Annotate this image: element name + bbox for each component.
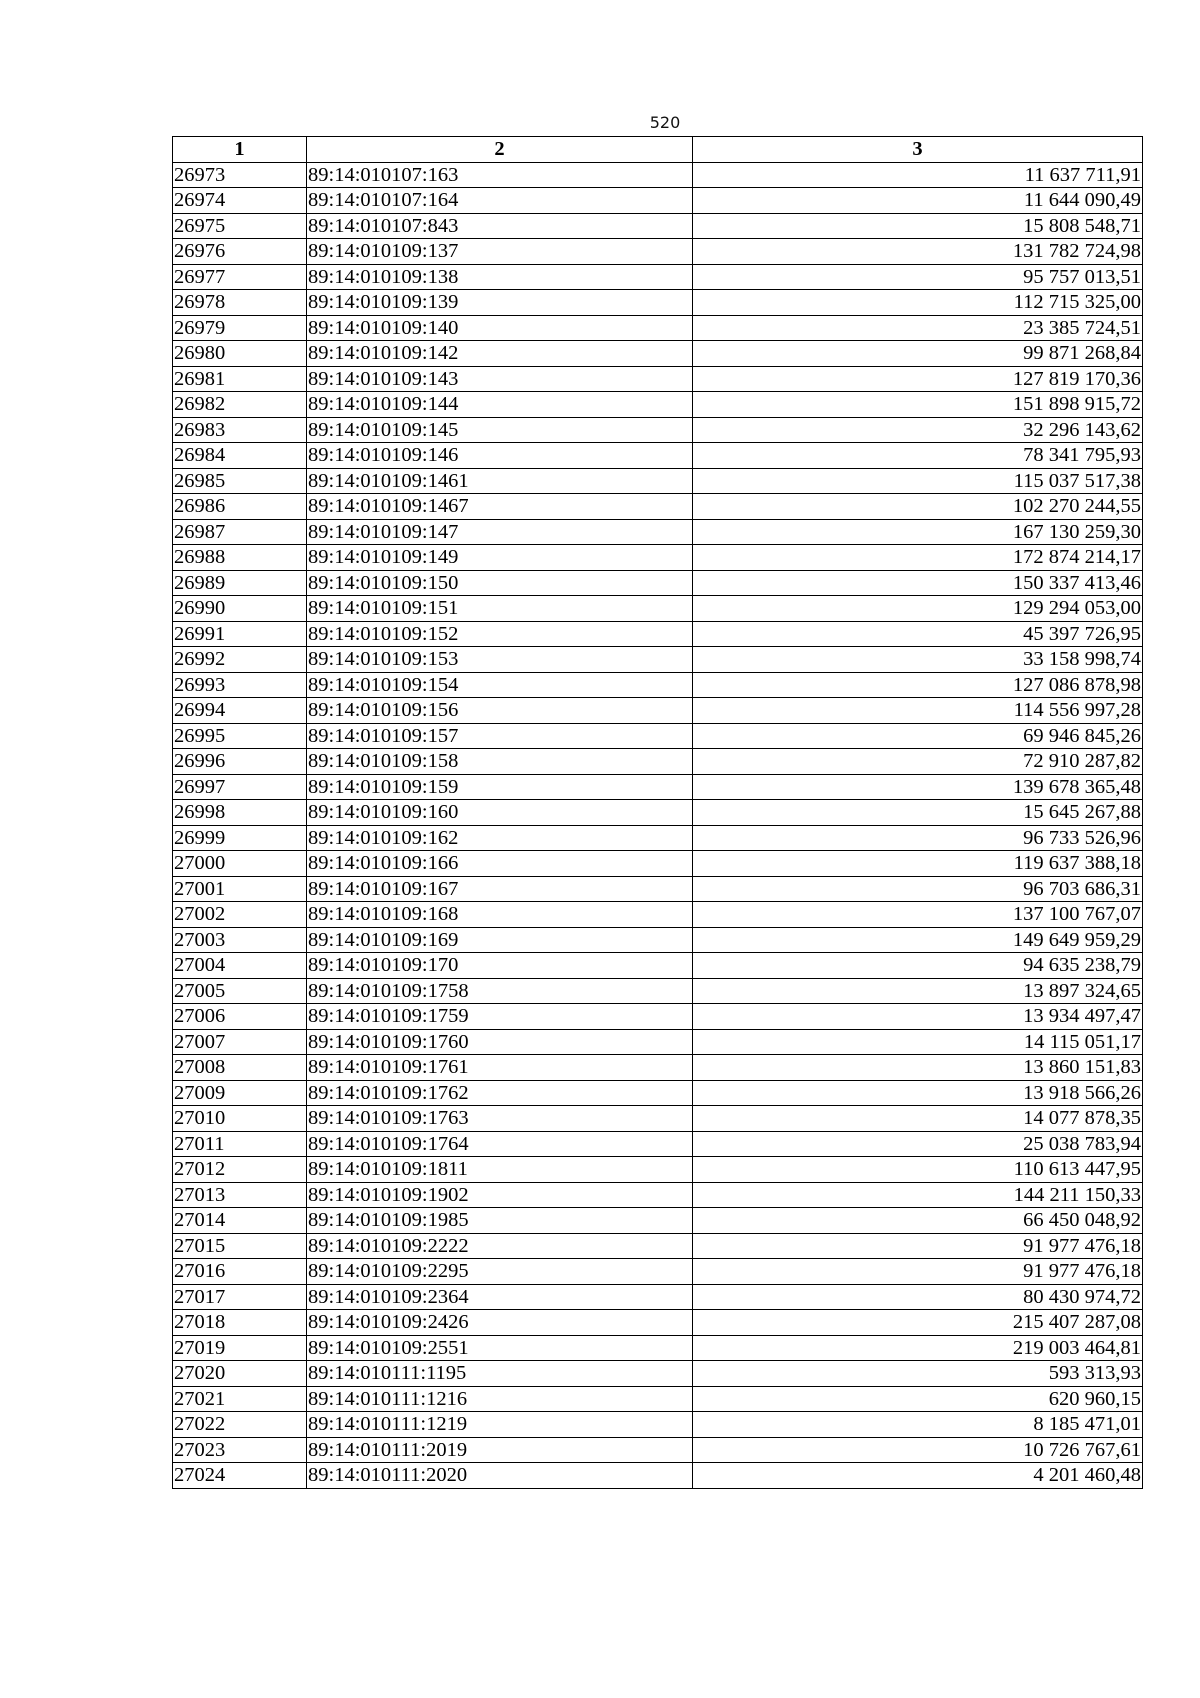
cadastral-value-cell: 45 397 726,95	[693, 621, 1143, 647]
cadastral-value-cell: 66 450 048,92	[693, 1208, 1143, 1234]
cadastral-value-cell: 14 077 878,35	[693, 1106, 1143, 1132]
cadastral-number-cell: 89:14:010109:162	[307, 825, 693, 851]
table-row	[173, 545, 1143, 571]
row-number-cell: 26979	[173, 315, 307, 341]
cadastral-number-cell: 89:14:010109:159	[307, 774, 693, 800]
cadastral-value-cell: 91 977 476,18	[693, 1259, 1143, 1285]
header-row	[173, 137, 1143, 163]
table-row	[173, 672, 1143, 698]
table-row	[173, 341, 1143, 367]
cadastral-number-cell: 89:14:010109:1985	[307, 1208, 693, 1234]
row-number-cell: 27013	[173, 1182, 307, 1208]
table-row	[173, 290, 1143, 316]
row-number-cell: 27005	[173, 978, 307, 1004]
row-number-cell: 26993	[173, 672, 307, 698]
cadastral-number-cell: 89:14:010109:146	[307, 443, 693, 469]
row-number-cell: 26994	[173, 698, 307, 724]
table-row	[173, 468, 1143, 494]
row-number-cell: 27014	[173, 1208, 307, 1234]
row-number-cell: 26990	[173, 596, 307, 622]
cadastral-number-cell: 89:14:010109:1761	[307, 1055, 693, 1081]
cadastral-value-cell: 119 637 388,18	[693, 851, 1143, 877]
cadastral-number-cell: 89:14:010109:138	[307, 264, 693, 290]
cadastral-number-cell: 89:14:010109:157	[307, 723, 693, 749]
row-number-cell: 26983	[173, 417, 307, 443]
cadastral-number-cell: 89:14:010109:158	[307, 749, 693, 775]
row-number-cell: 26973	[173, 162, 307, 188]
row-number-cell: 27021	[173, 1386, 307, 1412]
table-row	[173, 596, 1143, 622]
row-number-cell: 26987	[173, 519, 307, 545]
cadastral-value-cell: 32 296 143,62	[693, 417, 1143, 443]
row-number-cell: 26997	[173, 774, 307, 800]
table-row	[173, 1284, 1143, 1310]
row-number-cell: 27012	[173, 1157, 307, 1183]
cadastral-number-cell: 89:14:010109:1758	[307, 978, 693, 1004]
cadastral-value-cell: 144 211 150,33	[693, 1182, 1143, 1208]
table-row	[173, 1463, 1143, 1489]
cadastral-number-cell: 89:14:010111:1195	[307, 1361, 693, 1387]
row-number-cell: 27020	[173, 1361, 307, 1387]
cadastral-value-cell: 127 819 170,36	[693, 366, 1143, 392]
cadastral-number-cell: 89:14:010109:137	[307, 239, 693, 265]
cadastral-value-cell: 78 341 795,93	[693, 443, 1143, 469]
table-row	[173, 723, 1143, 749]
cadastral-number-cell: 89:14:010111:1216	[307, 1386, 693, 1412]
cadastral-value-cell: 137 100 767,07	[693, 902, 1143, 928]
row-number-cell: 26985	[173, 468, 307, 494]
table-row	[173, 851, 1143, 877]
cadastral-value-cell: 8 185 471,01	[693, 1412, 1143, 1438]
table-row	[173, 1055, 1143, 1081]
table-body	[173, 162, 1143, 1488]
cadastral-value-cell: 11 637 711,91	[693, 162, 1143, 188]
cadastral-value-cell: 15 645 267,88	[693, 800, 1143, 826]
cadastral-number-cell: 89:14:010109:139	[307, 290, 693, 316]
cadastral-number-cell: 89:14:010109:153	[307, 647, 693, 673]
table-row	[173, 1310, 1143, 1336]
table-row	[173, 647, 1143, 673]
cadastral-number-cell: 89:14:010109:170	[307, 953, 693, 979]
table-row	[173, 1182, 1143, 1208]
row-number-cell: 26986	[173, 494, 307, 520]
cadastral-value-cell: 13 918 566,26	[693, 1080, 1143, 1106]
cadastral-number-cell: 89:14:010109:150	[307, 570, 693, 596]
row-number-cell: 27004	[173, 953, 307, 979]
cadastral-number-cell: 89:14:010111:2020	[307, 1463, 693, 1489]
table-row	[173, 1080, 1143, 1106]
cadastral-number-cell: 89:14:010109:2551	[307, 1335, 693, 1361]
row-number-cell: 26996	[173, 749, 307, 775]
table-row	[173, 774, 1143, 800]
row-number-cell: 27011	[173, 1131, 307, 1157]
row-number-cell: 26975	[173, 213, 307, 239]
cadastral-number-cell: 89:14:010109:2295	[307, 1259, 693, 1285]
cadastral-number-cell: 89:14:010109:149	[307, 545, 693, 571]
cadastral-number-cell: 89:14:010109:152	[307, 621, 693, 647]
table-row	[173, 825, 1143, 851]
row-number-cell: 26982	[173, 392, 307, 418]
cadastral-value-cell: 72 910 287,82	[693, 749, 1143, 775]
row-number-cell: 26991	[173, 621, 307, 647]
table-row	[173, 1259, 1143, 1285]
table-row	[173, 698, 1143, 724]
cadastral-number-cell: 89:14:010109:142	[307, 341, 693, 367]
table-row	[173, 443, 1143, 469]
cadastral-number-cell: 89:14:010111:2019	[307, 1437, 693, 1463]
row-number-cell: 26974	[173, 188, 307, 214]
cadastral-number-cell: 89:14:010107:843	[307, 213, 693, 239]
row-number-cell: 26981	[173, 366, 307, 392]
cadastral-number-cell: 89:14:010109:1763	[307, 1106, 693, 1132]
table-row	[173, 1004, 1143, 1030]
row-number-cell: 26989	[173, 570, 307, 596]
table-row	[173, 1029, 1143, 1055]
table-row	[173, 1361, 1143, 1387]
cadastral-value-cell: 112 715 325,00	[693, 290, 1143, 316]
cadastral-value-cell: 593 313,93	[693, 1361, 1143, 1387]
table-row	[173, 1386, 1143, 1412]
cadastral-value-cell: 13 897 324,65	[693, 978, 1143, 1004]
cadastral-value-cell: 15 808 548,71	[693, 213, 1143, 239]
cadastral-value-cell: 13 860 151,83	[693, 1055, 1143, 1081]
cadastral-value-cell: 11 644 090,49	[693, 188, 1143, 214]
cadastral-value-cell: 96 733 526,96	[693, 825, 1143, 851]
row-number-cell: 27023	[173, 1437, 307, 1463]
row-number-cell: 27000	[173, 851, 307, 877]
table-row	[173, 366, 1143, 392]
cadastral-value-table	[172, 136, 1143, 1489]
table-row	[173, 1157, 1143, 1183]
table-row	[173, 264, 1143, 290]
cadastral-number-cell: 89:14:010109:160	[307, 800, 693, 826]
cadastral-value-cell: 172 874 214,17	[693, 545, 1143, 571]
table-row	[173, 1208, 1143, 1234]
row-number-cell: 26998	[173, 800, 307, 826]
cadastral-number-cell: 89:14:010109:2222	[307, 1233, 693, 1259]
table-row	[173, 188, 1143, 214]
row-number-cell: 27003	[173, 927, 307, 953]
cadastral-value-cell: 4 201 460,48	[693, 1463, 1143, 1489]
row-number-cell: 27019	[173, 1335, 307, 1361]
cadastral-number-cell: 89:14:010109:1760	[307, 1029, 693, 1055]
cadastral-value-cell: 167 130 259,30	[693, 519, 1143, 545]
cadastral-number-cell: 89:14:010109:168	[307, 902, 693, 928]
cadastral-value-cell: 94 635 238,79	[693, 953, 1143, 979]
table-row	[173, 876, 1143, 902]
row-number-cell: 27024	[173, 1463, 307, 1489]
row-number-cell: 26980	[173, 341, 307, 367]
cadastral-number-cell: 89:14:010109:2364	[307, 1284, 693, 1310]
cadastral-value-cell: 13 934 497,47	[693, 1004, 1143, 1030]
cadastral-number-cell: 89:14:010111:1219	[307, 1412, 693, 1438]
cadastral-value-cell: 131 782 724,98	[693, 239, 1143, 265]
cadastral-number-cell: 89:14:010109:2426	[307, 1310, 693, 1336]
cadastral-number-cell: 89:14:010109:1467	[307, 494, 693, 520]
cadastral-value-cell: 14 115 051,17	[693, 1029, 1143, 1055]
table-row	[173, 392, 1143, 418]
row-number-cell: 27002	[173, 902, 307, 928]
cadastral-value-cell: 139 678 365,48	[693, 774, 1143, 800]
cadastral-number-cell: 89:14:010109:166	[307, 851, 693, 877]
cadastral-number-cell: 89:14:010109:1762	[307, 1080, 693, 1106]
cadastral-number-cell: 89:14:010109:151	[307, 596, 693, 622]
table-row	[173, 494, 1143, 520]
cadastral-value-cell: 110 613 447,95	[693, 1157, 1143, 1183]
cadastral-value-cell: 96 703 686,31	[693, 876, 1143, 902]
row-number-cell: 27010	[173, 1106, 307, 1132]
cadastral-number-cell: 89:14:010109:145	[307, 417, 693, 443]
table-row	[173, 417, 1143, 443]
row-number-cell: 27016	[173, 1259, 307, 1285]
cadastral-number-cell: 89:14:010109:144	[307, 392, 693, 418]
cadastral-value-cell: 114 556 997,28	[693, 698, 1143, 724]
row-number-cell: 27018	[173, 1310, 307, 1336]
table-row	[173, 621, 1143, 647]
row-number-cell: 27022	[173, 1412, 307, 1438]
cadastral-value-cell: 150 337 413,46	[693, 570, 1143, 596]
cadastral-value-cell: 151 898 915,72	[693, 392, 1143, 418]
row-number-cell: 26995	[173, 723, 307, 749]
row-number-cell: 27001	[173, 876, 307, 902]
table-row	[173, 239, 1143, 265]
cadastral-value-cell: 33 158 998,74	[693, 647, 1143, 673]
table-row	[173, 902, 1143, 928]
table-row	[173, 978, 1143, 1004]
row-number-cell: 26984	[173, 443, 307, 469]
cadastral-value-cell: 620 960,15	[693, 1386, 1143, 1412]
row-number-cell: 27008	[173, 1055, 307, 1081]
row-number-cell: 26999	[173, 825, 307, 851]
column-header-1: 1	[173, 137, 307, 163]
table-row	[173, 1412, 1143, 1438]
table-row	[173, 1233, 1143, 1259]
cadastral-value-cell: 10 726 767,61	[693, 1437, 1143, 1463]
cadastral-number-cell: 89:14:010109:1811	[307, 1157, 693, 1183]
cadastral-number-cell: 89:14:010109:167	[307, 876, 693, 902]
cadastral-value-cell: 149 649 959,29	[693, 927, 1143, 953]
cadastral-number-cell: 89:14:010109:143	[307, 366, 693, 392]
table-row	[173, 570, 1143, 596]
cadastral-value-cell: 80 430 974,72	[693, 1284, 1143, 1310]
cadastral-value-cell: 99 871 268,84	[693, 341, 1143, 367]
row-number-cell: 26978	[173, 290, 307, 316]
table-row	[173, 927, 1143, 953]
cadastral-number-cell: 89:14:010109:1759	[307, 1004, 693, 1030]
cadastral-number-cell: 89:14:010109:140	[307, 315, 693, 341]
column-header-3: 3	[693, 137, 1143, 163]
cadastral-value-cell: 91 977 476,18	[693, 1233, 1143, 1259]
table-row	[173, 1131, 1143, 1157]
row-number-cell: 27009	[173, 1080, 307, 1106]
cadastral-value-cell: 102 270 244,55	[693, 494, 1143, 520]
row-number-cell: 26976	[173, 239, 307, 265]
table-row	[173, 1106, 1143, 1132]
table-row	[173, 213, 1143, 239]
row-number-cell: 26992	[173, 647, 307, 673]
cadastral-number-cell: 89:14:010109:156	[307, 698, 693, 724]
table-row	[173, 800, 1143, 826]
cadastral-value-cell: 129 294 053,00	[693, 596, 1143, 622]
cadastral-number-cell: 89:14:010109:1461	[307, 468, 693, 494]
cadastral-value-cell: 115 037 517,38	[693, 468, 1143, 494]
row-number-cell: 27006	[173, 1004, 307, 1030]
table-row	[173, 519, 1143, 545]
row-number-cell: 27007	[173, 1029, 307, 1055]
row-number-cell: 27017	[173, 1284, 307, 1310]
row-number-cell: 26977	[173, 264, 307, 290]
row-number-cell: 27015	[173, 1233, 307, 1259]
cadastral-value-cell: 215 407 287,08	[693, 1310, 1143, 1336]
table-row	[173, 1335, 1143, 1361]
cadastral-number-cell: 89:14:010109:169	[307, 927, 693, 953]
cadastral-value-cell: 69 946 845,26	[693, 723, 1143, 749]
cadastral-number-cell: 89:14:010107:164	[307, 188, 693, 214]
table-row	[173, 749, 1143, 775]
column-header-2: 2	[307, 137, 693, 163]
table-header	[173, 137, 1143, 163]
cadastral-value-cell: 25 038 783,94	[693, 1131, 1143, 1157]
cadastral-value-cell: 127 086 878,98	[693, 672, 1143, 698]
cadastral-value-cell: 219 003 464,81	[693, 1335, 1143, 1361]
table-row	[173, 1437, 1143, 1463]
table-row	[173, 162, 1143, 188]
cadastral-number-cell: 89:14:010109:1902	[307, 1182, 693, 1208]
cadastral-number-cell: 89:14:010109:147	[307, 519, 693, 545]
cadastral-number-cell: 89:14:010109:1764	[307, 1131, 693, 1157]
row-number-cell: 26988	[173, 545, 307, 571]
cadastral-value-cell: 95 757 013,51	[693, 264, 1143, 290]
table-row	[173, 953, 1143, 979]
table-row	[173, 315, 1143, 341]
cadastral-number-cell: 89:14:010109:154	[307, 672, 693, 698]
cadastral-number-cell: 89:14:010107:163	[307, 162, 693, 188]
cadastral-value-cell: 23 385 724,51	[693, 315, 1143, 341]
page-number: 520	[649, 113, 681, 132]
